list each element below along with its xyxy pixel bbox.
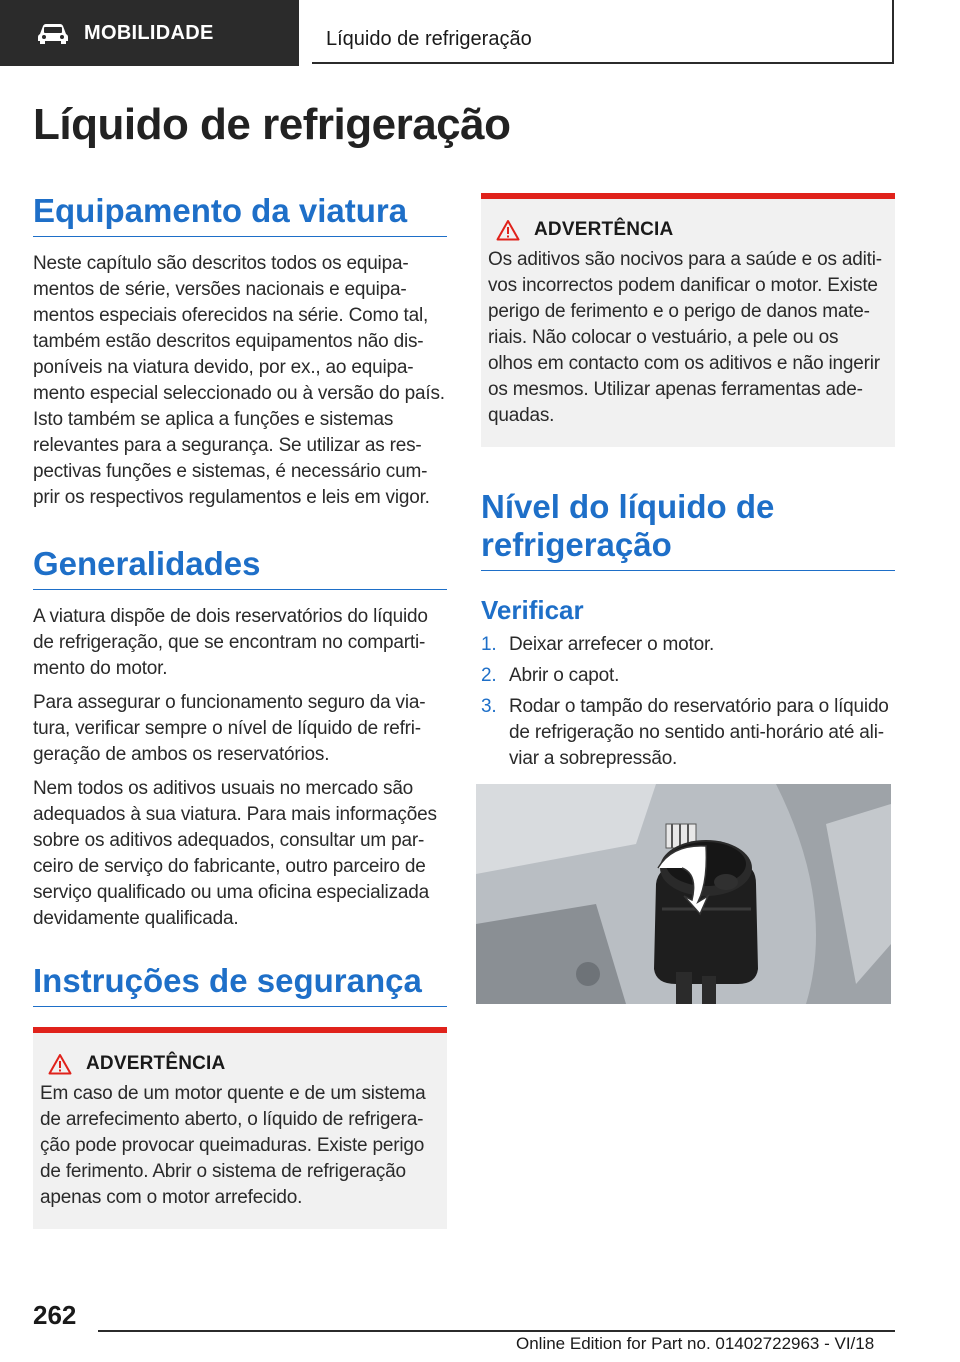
car-icon <box>36 21 70 45</box>
step-text: Deixar arrefecer o motor. <box>509 634 715 656</box>
warning-triangle-icon <box>496 219 520 241</box>
section-nivel <box>481 488 895 777</box>
edition-note: Online Edition for Part no. 01402722963 - VI/18 <box>516 1334 875 1353</box>
warning-triangle-icon <box>48 1053 72 1075</box>
header-topic <box>312 0 894 64</box>
list-item <box>481 632 895 658</box>
section-heading: Instruções de segurança <box>33 962 447 1007</box>
step-number: 2. <box>481 665 497 687</box>
step-number: 1. <box>481 634 497 656</box>
page-title: Líquido de refrigeração <box>33 100 511 149</box>
paragraph: A viatura dispõe de dois reservatórios do líquido de refrigeração, que se encontram no compartimento do motor. <box>33 605 428 679</box>
section-heading: Generalidades <box>33 545 447 590</box>
warning-text: Os aditivos são nocivos para a saúde e os aditivos incorrectos podem danificar o motor. Existe perigo de ferimento e o perigo de danos materiais. Não colocar o vestuário, a pele ou os olhos em contacto com os aditivos e não ingerir os mesmos. Utilizar apenas ferramentas adequadas. <box>488 249 883 426</box>
page-number: 262 <box>33 1300 77 1330</box>
subsection-heading: Verificar <box>481 594 584 625</box>
paragraph: Para assegurar o funcionamento seguro da viatura, verificar sempre o nível de líquido de refrigeração de ambos os reservatórios. <box>33 691 426 765</box>
header-section-label: MOBILIDADE <box>84 21 214 44</box>
steps-list <box>481 632 895 772</box>
step-number: 3. <box>481 696 497 718</box>
list-item <box>481 694 895 772</box>
paragraph: Neste capítulo são descritos todos os equipamentos de série, versões nacionais e equipamentos especiais oferecidos na série. Como tal, também estão descritos equipamentos não disponíveis na viatura devido, por ex., ao equipamento especial seleccionado ou à versão do país. Isto também se aplica a funções e sistemas relevantes para a segurança. Se utilizar as respectivas funções e sistemas, é necessário cumprir os respectivos regulamentos e leis em vigor. <box>33 252 445 508</box>
section-equipamento <box>33 192 447 511</box>
header-topic-label: Líquido de refrigeração <box>326 28 532 50</box>
warning-title: ADVERTÊNCIA <box>534 219 674 240</box>
warning-box <box>33 1027 447 1229</box>
warning-text: Em caso de um motor quente e de um sistema de arrefecimento aberto, o líquido de refrigeração pode provocar queimaduras. Existe perigo de ferimento. Abrir o sistema de refrigeração apenas com o motor arrefecido. <box>40 1082 426 1208</box>
reservoir-illustration <box>476 784 891 1004</box>
footer-divider <box>98 1330 895 1332</box>
header-section-tab[interactable] <box>0 0 299 66</box>
warning-title: ADVERTÊNCIA <box>86 1052 226 1074</box>
list-item <box>481 663 895 689</box>
warning-header <box>488 219 887 241</box>
coolant-reservoir-photo <box>476 784 891 1004</box>
warning-box <box>481 193 895 447</box>
step-text: Rodar o tampão do reservatório para o líquido de refrigeração no sentido anti-horário até aliviar a sobrepressão. <box>509 696 889 770</box>
section-seguranca <box>33 962 447 1229</box>
section-heading: Equipamento da viatura <box>33 192 447 237</box>
paragraph: Nem todos os aditivos usuais no mercado são adequados à sua viatura. Para mais informações sobre os aditivos adequados, consultar um parceiro de serviço do fabricante, outro parceiro de serviço qualificado ou uma oficina especializada devidamente qualificada. <box>33 777 437 929</box>
step-text: Abrir o capot. <box>509 665 620 687</box>
warning-header <box>40 1053 439 1075</box>
section-generalidades <box>33 545 447 932</box>
section-heading: Nível do líquido de refrigeração <box>481 488 895 571</box>
